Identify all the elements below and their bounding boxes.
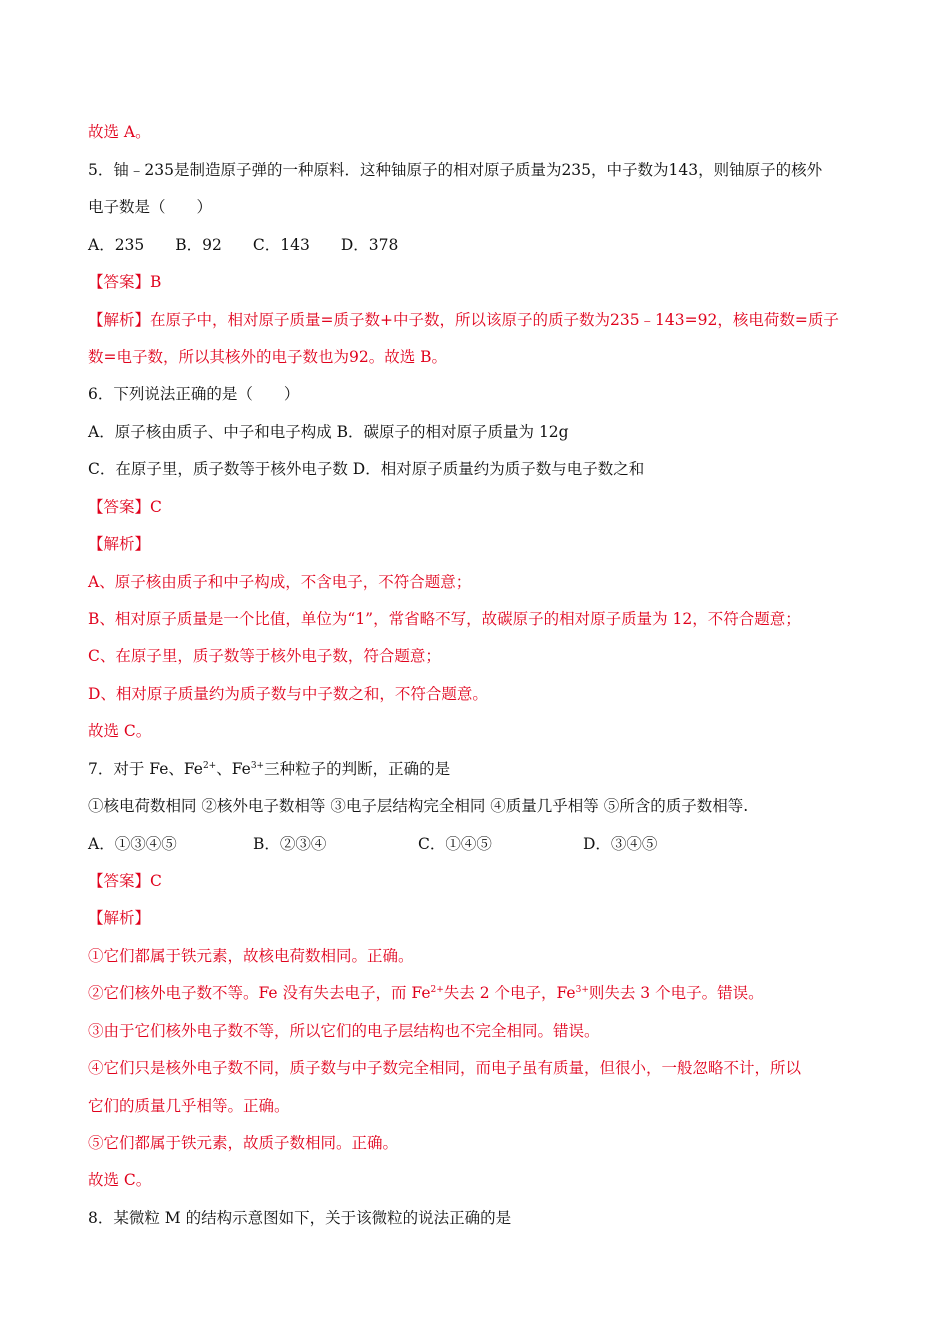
a72-part2: 失去 2 个电子，Fe [443,984,576,1002]
analysis-7-4-cont: 它们的质量几乎相等。正确。 [88,1097,290,1115]
question-6-options-cd: C．在原子里，质子数等于核外电子数 D．相对原子质量约为质子数与电子数之和 [88,460,645,478]
question-5-stem-cont: 电子数是（ ） [88,198,213,216]
option-b: B．②③④ [253,835,327,853]
q7-mid: 、Fe [216,760,251,778]
conclusion-q4: 故选 A。 [88,123,151,141]
analysis-7-1: ①它们都属于铁元素，故核电荷数相同。正确。 [88,947,414,965]
question-6-options-ab: A．原子核由质子、中子和电子构成 B．碳原子的相对原子质量为 12g [88,423,569,441]
a72-fe3-charge: 3+ [575,985,589,995]
question-5-options: A．235 B．92 C．143 D．378 [88,236,399,254]
analysis-7-5: ⑤它们都属于铁元素，故质子数相同。正确。 [88,1134,399,1152]
analysis-7-heading: 【解析】 [88,909,151,927]
option-c: C．①④⑤ [418,835,492,853]
a72-part3: 则失去 3 个电子。错误。 [588,984,764,1002]
analysis-5: 【解析】在原子中，相对原子质量=质子数+中子数，所以该原子的质子数为235﹣143=92，核电荷数=质子 [88,311,839,329]
question-7-statements: ①核电荷数相同 ②核外电子数相等 ③电子层结构完全相同 ④质量几乎相等 ⑤所含的质子数相等. [88,797,749,815]
answer-5: 【答案】B [88,273,162,291]
a72-part1: ②它们核外电子数不等。Fe 没有失去电子，而 Fe [88,984,431,1002]
q7-fe3-charge: 3+ [250,761,265,771]
analysis-6-b: B、相对原子质量是一个比值，单位为“1”，常省略不写，故碳原子的相对原子质量为 12，不符合题意； [88,610,801,628]
analysis-7-2 [88,983,878,1003]
analysis-6-d: D、相对原子质量约为质子数与中子数之和，不符合题意。 [88,685,488,703]
option-d: D．③④⑤ [583,835,658,853]
a72-fe2-charge: 2+ [430,985,444,995]
analysis-6-heading: 【解析】 [88,535,151,553]
question-7-options [88,834,878,854]
question-7-stem [88,759,878,779]
analysis-7-3: ③由于它们核外电子数不等，所以它们的电子层结构也不完全相同。错误。 [88,1022,600,1040]
answer-6: 【答案】C [88,498,162,516]
conclusion-q6: 故选 C。 [88,722,152,740]
analysis-6-c: C、在原子里，质子数等于核外电子数，符合题意； [88,647,441,665]
analysis-5-cont: 数=电子数，所以其核外的电子数也为92。故选 B。 [88,348,448,366]
q7-fe2-charge: 2+ [202,761,217,771]
q7-suffix: 三种粒子的判断，正确的是 [264,760,451,778]
q7-prefix: 7．对于 Fe、Fe [88,760,203,778]
question-8-stem: 8．某微粒 M 的结构示意图如下，关于该微粒的说法正确的是 [88,1209,512,1227]
answer-7: 【答案】C [88,872,162,890]
conclusion-q7: 故选 C。 [88,1171,152,1189]
question-5-stem: 5．铀﹣235是制造原子弹的一种原料．这种铀原子的相对原子质量为235，中子数为143，则铀原子的核外 [88,161,823,179]
question-6-stem: 6．下列说法正确的是（ ） [88,385,300,403]
option-a: A．①③④⑤ [88,835,177,853]
analysis-7-4: ④它们只是核外电子数不同，质子数与中子数完全相同，而电子虽有质量，但很小，一般忽略不计，所以 [88,1059,802,1077]
analysis-6-a: A、原子核由质子和中子构成，不含电子，不符合题意； [88,573,472,591]
